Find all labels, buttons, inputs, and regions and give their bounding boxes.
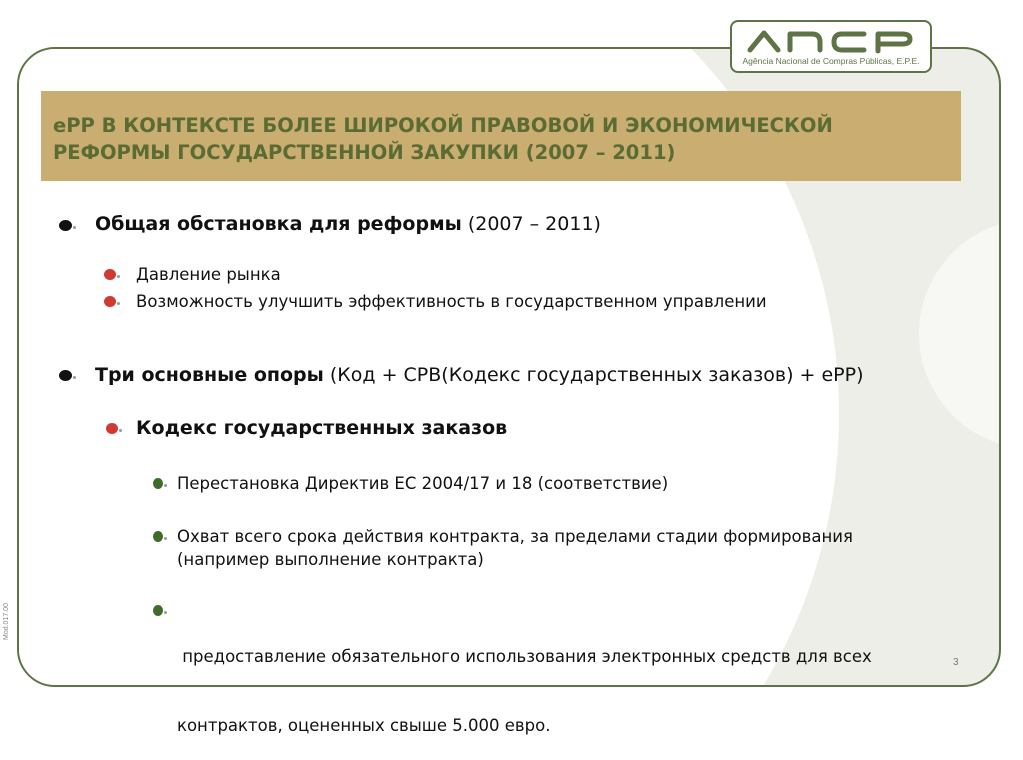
bullet-dot bbox=[164, 537, 167, 540]
ancp-logo bbox=[730, 20, 932, 73]
bullet-icon bbox=[106, 423, 118, 434]
list-item bbox=[177, 472, 668, 495]
bullet-dot bbox=[117, 275, 120, 278]
title-line-1: ePP В КОНТЕКСТЕ БОЛЕЕ ШИРОКОЙ ПРАВОВОЙ И ЭКОНОМИЧЕСКОЙ bbox=[53, 114, 833, 137]
list-item-line: (например выполнение контракта) bbox=[177, 550, 484, 569]
logo-subtitle: Agência Nacional de Compras Públicas, E.P.E. bbox=[742, 56, 920, 66]
bullet-icon bbox=[153, 478, 163, 489]
subsection-heading: Кодекс государственных заказов bbox=[136, 417, 508, 439]
list-item bbox=[177, 525, 853, 571]
list-item: Возможность улучшить эффективность в государственном управлении bbox=[136, 292, 767, 311]
list-item-line: Охват всего срока действия контракта, за пределами стадии формирования bbox=[177, 527, 853, 546]
bullet-icon bbox=[153, 605, 163, 616]
section2-heading bbox=[95, 364, 864, 386]
bullet-icon bbox=[104, 296, 116, 307]
bullet-icon bbox=[59, 220, 72, 231]
bullet-icon bbox=[59, 370, 72, 381]
list-item-line: Перестановка Директив ЕС 2004/17 и 18 (соответствие) bbox=[177, 474, 669, 493]
section1-heading-bold: Общая обстановка для реформы bbox=[95, 213, 462, 235]
list-item bbox=[177, 599, 872, 760]
section1-heading bbox=[95, 213, 601, 235]
title-line-2: РЕФОРМЫ ГОСУДАРСТВЕННОЙ ЗАКУПКИ (2007 – 2011) bbox=[53, 141, 676, 164]
bullet-dot bbox=[73, 226, 76, 229]
background-arc-small bbox=[919, 219, 1001, 449]
bullet-dot bbox=[164, 484, 167, 487]
bullet-dot bbox=[117, 302, 120, 305]
section1-heading-rest: (2007 – 2011) bbox=[461, 213, 601, 235]
list-item-line: контрактов, оцененных свыше 5.000 евро. bbox=[177, 716, 551, 735]
list-item-line: предоставление обязательного использования электронных средств для всех bbox=[177, 647, 872, 666]
section2-heading-bold: Три основные опоры bbox=[95, 364, 324, 386]
title-bar bbox=[41, 91, 961, 181]
list-item: Давление рынка bbox=[136, 265, 281, 284]
mod-code: Mod.017.00 bbox=[3, 603, 10, 640]
bullet-icon bbox=[153, 531, 163, 542]
page-number: 3 bbox=[953, 657, 959, 668]
ancp-wordmark-icon bbox=[746, 28, 918, 54]
bullet-dot bbox=[119, 429, 122, 432]
bullet-dot bbox=[73, 376, 76, 379]
bullet-icon bbox=[104, 269, 116, 280]
bullet-dot bbox=[164, 611, 167, 614]
section2-heading-rest: (Код + CPB(Кодекс государственных заказов) + ePP) bbox=[323, 364, 864, 386]
slide-title bbox=[53, 112, 943, 166]
